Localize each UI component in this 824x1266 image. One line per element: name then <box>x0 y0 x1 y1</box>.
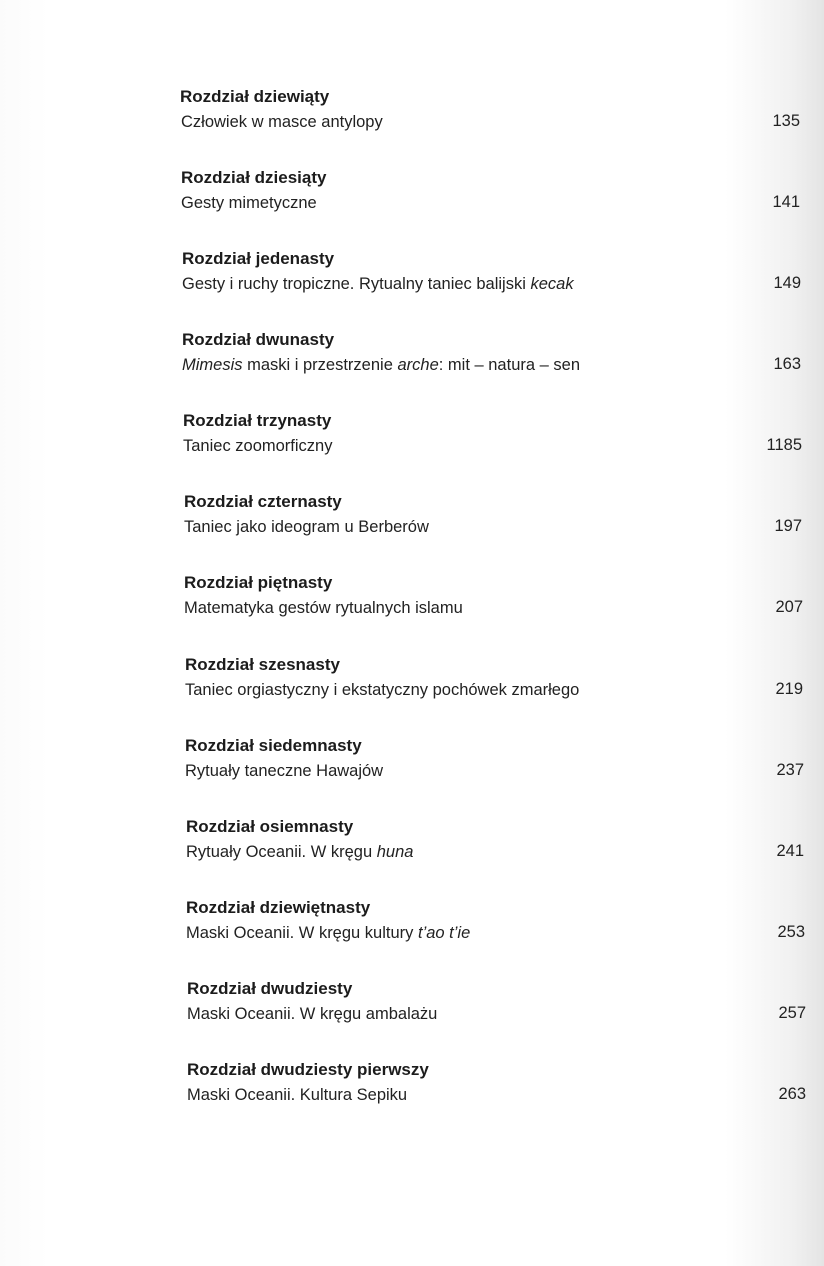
chapter-heading: Rozdział dwunasty <box>182 330 335 349</box>
page-number: 207 <box>775 598 803 616</box>
title-italic-text: Mimesis <box>182 356 243 374</box>
page-number: 257 <box>778 1004 806 1022</box>
chapter-heading: Rozdział trzynasty <box>183 411 332 430</box>
page-number: 219 <box>775 680 803 698</box>
toc-entry-20 <box>0 978 824 1038</box>
page-number: 141 <box>772 193 800 211</box>
page-number: 163 <box>773 355 801 373</box>
chapter-heading: Rozdział dziewiętnasty <box>186 898 371 917</box>
toc-entry-18 <box>0 816 824 876</box>
chapter-heading: Rozdział czternasty <box>184 492 342 511</box>
chapter-title: Taniec orgiastyczny i ekstatyczny pochówek zmarłego <box>185 681 580 699</box>
chapter-title: Taniec jako ideogram u Berberów <box>184 518 429 536</box>
page-number: 135 <box>772 112 800 130</box>
chapter-title <box>182 354 580 376</box>
page-number: 197 <box>774 517 802 535</box>
chapter-title: Gesty mimetyczne <box>181 194 317 212</box>
title-italic-text: t’ao t’ie <box>417 924 471 942</box>
chapter-title: Człowiek w masce antylopy <box>181 113 383 131</box>
chapter-heading: Rozdział siedemnasty <box>185 736 362 755</box>
chapter-heading: Rozdział piętnasty <box>184 573 333 592</box>
title-italic-text: arche <box>397 356 439 374</box>
chapter-title <box>182 273 574 295</box>
toc-entry-16 <box>0 654 824 714</box>
chapter-heading: Rozdział dwudziesty <box>187 979 353 998</box>
chapter-title: Maski Oceanii. W kręgu ambalażu <box>187 1005 438 1023</box>
title-text: : mit – natura – sen <box>438 356 580 374</box>
chapter-title: Taniec zoomorficzny <box>183 437 333 455</box>
toc-entry-17 <box>0 735 824 795</box>
chapter-title: Maski Oceanii. Kultura Sepiku <box>187 1086 408 1104</box>
chapter-heading: Rozdział jedenasty <box>182 249 335 268</box>
chapter-title <box>186 841 413 863</box>
title-italic-text: kecak <box>530 275 574 293</box>
toc-entry-9 <box>0 86 824 146</box>
title-text: Maski Oceanii. W kręgu kultury <box>186 924 418 942</box>
toc-entry-14 <box>0 491 824 551</box>
toc-entry-19 <box>0 897 824 957</box>
title-italic-text: huna <box>376 843 414 861</box>
page-number: 241 <box>776 842 804 860</box>
toc-entry-10 <box>0 167 824 227</box>
page-number: 149 <box>773 274 801 292</box>
chapter-heading: Rozdział dwudziesty pierwszy <box>187 1060 429 1079</box>
toc-entry-13 <box>0 410 824 470</box>
chapter-title <box>186 922 470 944</box>
toc-entry-21 <box>0 1059 824 1119</box>
toc-entry-11 <box>0 248 824 308</box>
page-number: 237 <box>776 761 804 779</box>
toc-entry-12 <box>0 329 824 389</box>
chapter-heading: Rozdział osiemnasty <box>186 817 354 836</box>
title-text: Gesty i ruchy tropiczne. Rytualny taniec balijski <box>182 275 531 293</box>
chapter-title: Rytuały taneczne Hawajów <box>185 762 384 780</box>
chapter-heading: Rozdział dziesiąty <box>181 168 327 187</box>
page-number: 1185 <box>766 436 802 454</box>
chapter-title: Matematyka gestów rytualnych islamu <box>184 599 463 617</box>
page-number: 253 <box>777 923 805 941</box>
chapter-heading: Rozdział dziewiąty <box>180 87 330 106</box>
page-number: 263 <box>778 1085 806 1103</box>
toc-entry-15 <box>0 572 824 632</box>
title-text: Rytuały Oceanii. W kręgu <box>186 843 377 861</box>
title-text: maski i przestrzenie <box>242 356 398 374</box>
chapter-heading: Rozdział szesnasty <box>185 655 340 674</box>
